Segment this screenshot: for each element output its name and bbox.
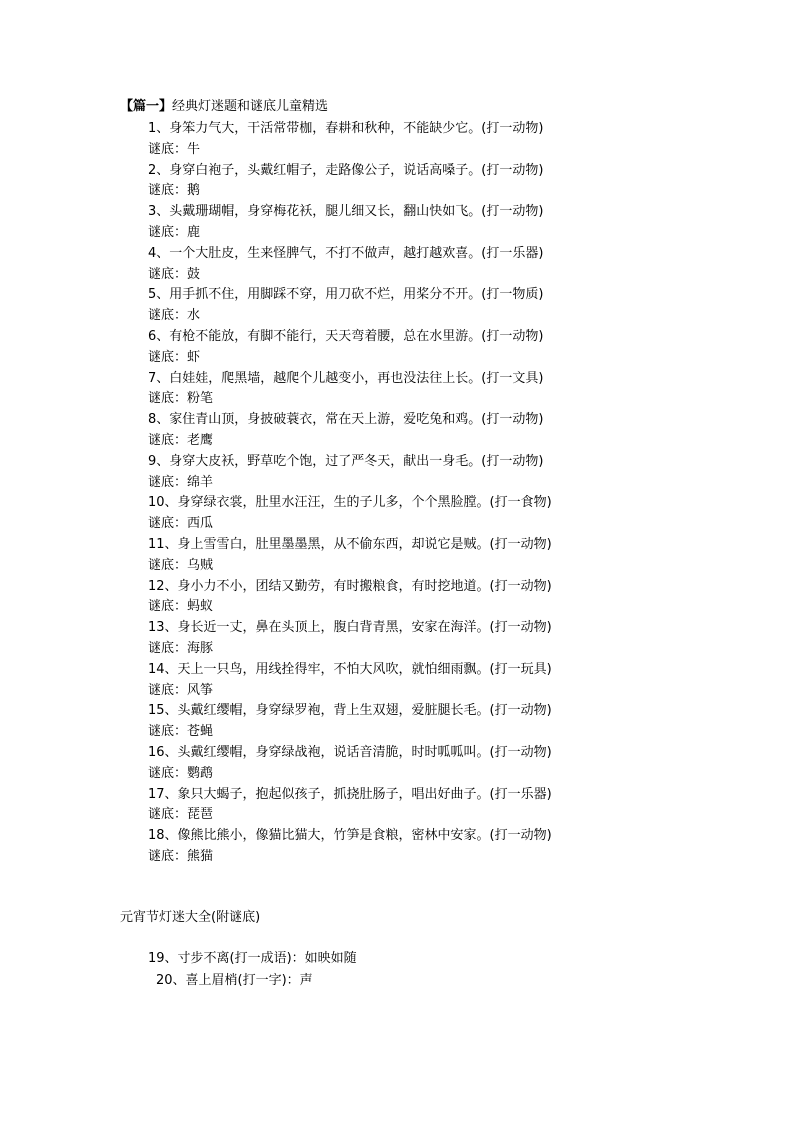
riddle-answer: 谜底：老鹰 xyxy=(148,432,214,448)
riddle-answer: 谜底：海豚 xyxy=(148,640,214,656)
riddle-answer: 谜底：粉笔 xyxy=(148,391,214,407)
riddle-item xyxy=(148,410,788,452)
riddle-item xyxy=(148,618,788,660)
lantern-riddles-title: 元宵节灯迷大全(附谜底) xyxy=(120,910,261,925)
riddle-answer: 谜底：鹿 xyxy=(148,224,201,240)
riddle-answer: 谜底：风筝 xyxy=(148,682,214,698)
riddle-question: 1、身笨力气大，干活常带枷，春耕和秋种，不能缺少它。(打一动物) xyxy=(148,121,544,136)
riddle-answer: 谜底：蚂蚁 xyxy=(148,599,214,615)
riddle-answer: 谜底：虾 xyxy=(148,349,201,365)
riddle-answer: 谜底：琵琶 xyxy=(148,807,214,823)
riddle-list xyxy=(148,119,788,868)
riddle-item xyxy=(148,202,788,244)
riddle-question: 6、有枪不能放，有脚不能行，天天弯着腰，总在水里游。(打一动物) xyxy=(148,328,544,344)
riddle-item xyxy=(148,493,788,535)
riddle-question: 7、白娃娃，爬黑墙，越爬个儿越变小，再也没法往上长。(打一文具) xyxy=(148,370,544,386)
riddle-answer: 谜底：牛 xyxy=(148,141,201,157)
riddle-question: 16、头戴红缨帽，身穿绿战袍，说话音清脆，时时呱呱叫。(打一动物) xyxy=(148,744,552,760)
riddle-item xyxy=(148,161,788,203)
riddle-question: 3、头戴珊瑚帽，身穿梅花袄，腿儿细又长，翻山快如飞。(打一动物) xyxy=(148,204,544,220)
riddle-answer: 谜底：西瓜 xyxy=(148,516,214,532)
riddle-item-20: 20、喜上眉梢(打一字)：声 xyxy=(156,973,313,988)
riddle-question: 17、象只大蝎子，抱起似孩子，抓挠肚肠子，唱出好曲子。(打一乐器) xyxy=(148,786,552,802)
riddle-answer: 谜底：苍蝇 xyxy=(148,724,214,740)
riddle-item xyxy=(148,369,788,411)
riddle-answer: 谜底：绵羊 xyxy=(148,474,214,490)
section-title-text: 经典灯迷题和谜底儿童精选 xyxy=(172,99,329,114)
riddle-question: 18、像熊比熊小，像猫比猫大，竹笋是食粮，密林中安家。(打一动物) xyxy=(148,828,552,844)
riddle-question: 11、身上雪雪白，肚里墨墨黑，从不偷东西，却说它是贼。(打一动物) xyxy=(148,536,552,552)
riddle-question: 13、身长近一丈，鼻在头顶上，腹白背青黑，安家在海洋。(打一动物) xyxy=(148,620,552,636)
riddle-item xyxy=(148,743,788,785)
riddle-item xyxy=(148,535,788,577)
riddle-answer: 谜底：水 xyxy=(148,308,201,324)
section-label: 【篇一】 xyxy=(120,99,173,114)
riddle-item xyxy=(148,577,788,619)
riddle-item xyxy=(148,119,788,161)
riddle-question: 10、身穿绿衣裳，肚里水汪汪，生的子儿多，个个黑脸膛。(打一食物) xyxy=(148,495,552,511)
riddle-answer: 谜底：鼓 xyxy=(148,266,201,282)
riddle-question: 4、一个大肚皮，生来怪脾气，不打不做声，越打越欢喜。(打一乐器) xyxy=(148,245,544,261)
riddle-item xyxy=(148,660,788,702)
riddle-question: 15、头戴红缨帽，身穿绿罗袍，背上生双翅，爱脏腿长毛。(打一动物) xyxy=(148,703,552,719)
riddle-question: 9、身穿大皮袄，野草吃个饱，过了严冬天，献出一身毛。(打一动物) xyxy=(148,453,544,469)
riddle-answer: 谜底：乌贼 xyxy=(148,557,214,573)
riddle-item xyxy=(148,327,788,369)
riddle-question: 14、天上一只鸟，用线拴得牢，不怕大风吹，就怕细雨飘。(打一玩具) xyxy=(148,661,552,677)
riddle-question: 5、用手抓不住，用脚踩不穿，用刀砍不烂，用桨分不开。(打一物质) xyxy=(148,287,544,303)
riddle-item-19: 19、寸步不离(打一成语)：如映如随 xyxy=(148,951,357,966)
riddle-question: 2、身穿白袍子，头戴红帽子，走路像公子，说话高嗓子。(打一动物) xyxy=(148,162,544,178)
riddle-answer: 谜底：鹅 xyxy=(148,183,201,199)
riddle-item xyxy=(148,244,788,286)
riddle-item xyxy=(148,285,788,327)
riddle-item xyxy=(148,701,788,743)
riddle-answer: 谜底：鹦鹉 xyxy=(148,765,214,781)
section-title xyxy=(120,98,328,116)
riddle-item xyxy=(148,452,788,494)
riddle-answer: 谜底：熊猫 xyxy=(148,848,214,864)
riddle-question: 12、身小力不小，团结又勤劳，有时搬粮食，有时挖地道。(打一动物) xyxy=(148,578,552,594)
riddle-item xyxy=(148,785,788,827)
riddle-question: 8、家住青山顶，身披破蓑衣，常在天上游，爱吃兔和鸡。(打一动物) xyxy=(148,412,544,428)
riddle-item xyxy=(148,826,788,868)
